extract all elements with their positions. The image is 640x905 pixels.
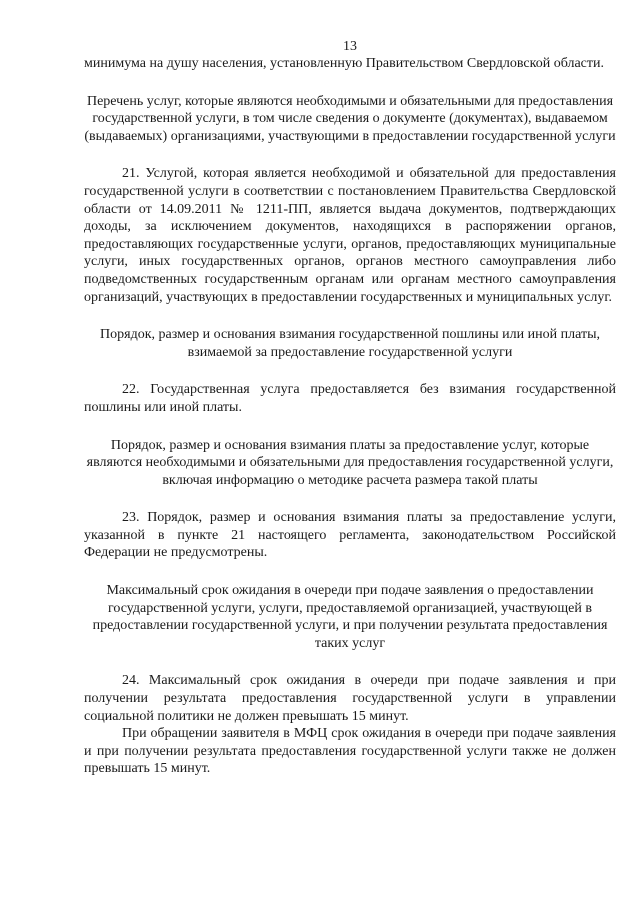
paragraph-continuation: минимума на душу населения, установленную Правительством Свердловской области. xyxy=(84,56,605,71)
section-heading-services-list: Перечень услуг, которые являются необходимыми и обязательными для предоставления государственной услуги, в том числе сведения о документе (документах), выдаваемом (выдаваемых) организациями, участвующими в предоставлении государственной услуги xyxy=(84,93,616,144)
paragraph-24: 24. Максимальный срок ожидания в очереди при подаче заявления и при получении результата предоставления государственной услуги в управлении социальной политики не должен превышать 15 минут. xyxy=(84,673,616,724)
section-heading-state-fee: Порядок, размер и основания взимания государственной пошлины или иной платы, взимаемой за предоставление государственной услуги xyxy=(100,327,600,360)
paragraph-21: 21. Услугой, которая является необходимой и обязательной для предоставления государственной услуги в соответствии с постановлением Правительства Свердловской области от 14.09.2011 № 1211-ПП, является выдача документов, подтверждающих доходы, за исключением документов, находящихся в распоряжении органов, предоставляющих государственные услуги, органов, предоставляющих муниципальные услуги, иных государственных органов, органов местного самоуправления либо подведомственных государственным органам или органам местного самоуправления организаций, участвующих в предоставлении государственных и муниципальных услуг. xyxy=(84,166,616,305)
page-number: 13 xyxy=(343,39,357,54)
section-heading-fee-procedure: Порядок, размер и основания взимания платы за предоставление услуг, которые являются необходимыми и обязательными для предоставления государственной услуги, включая информацию о методике расчета размера такой платы xyxy=(86,437,614,488)
section-heading-queue-time: Максимальный срок ожидания в очереди при подаче заявления о предоставлении государственной услуги, услуги, предоставляемой организацией, участвующей в предоставлении государственной услуги, и при получении результата предоставления таких услуг xyxy=(92,583,608,651)
paragraph-24-mfc: При обращении заявителя в МФЦ срок ожидания в очереди при подаче заявления и при получении результата предоставления государственной услуги также не должен превышать 15 минут. xyxy=(84,726,616,777)
paragraph-22: 22. Государственная услуга предоставляется без взимания государственной пошлины или иной платы. xyxy=(84,382,616,415)
document-page xyxy=(84,38,616,778)
paragraph-23: 23. Порядок, размер и основания взимания платы за предоставление услуги, указанной в пункте 21 настоящего регламента, законодательством Российской Федерации не предусмотрены. xyxy=(84,510,616,561)
